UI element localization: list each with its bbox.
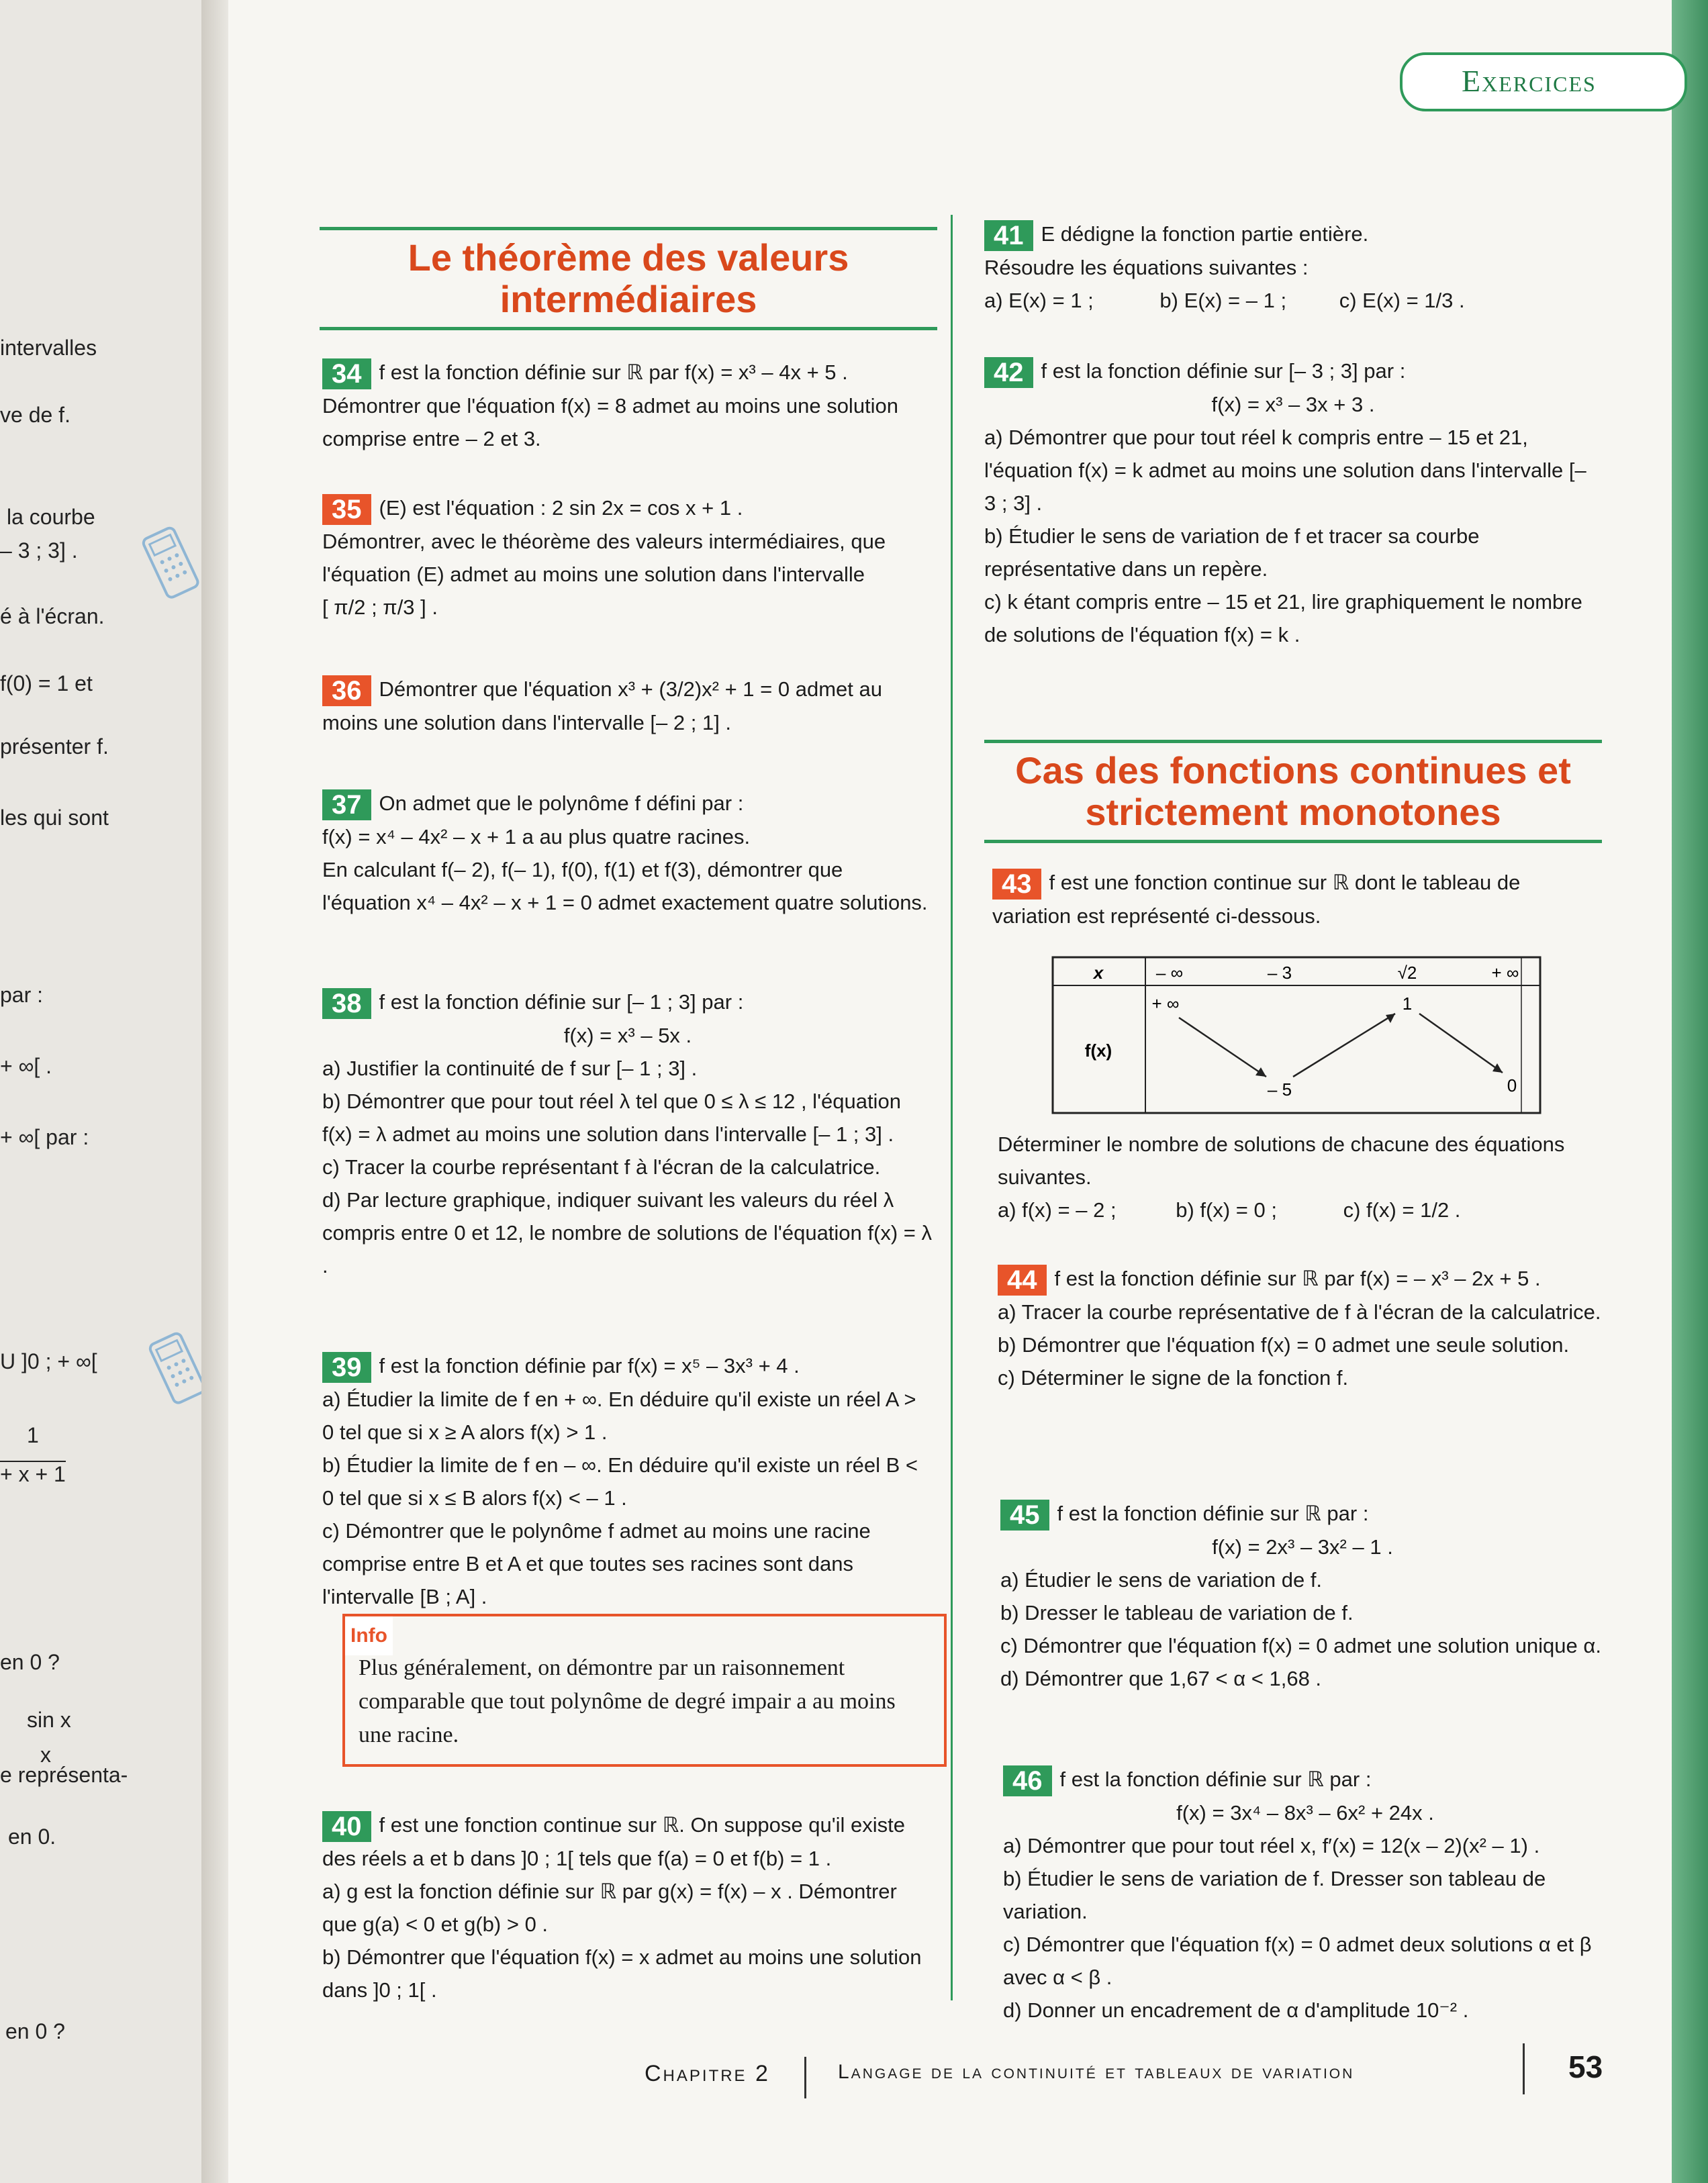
margin-fragment: é à l'écran.	[0, 604, 105, 628]
margin-fragment: en 0.	[8, 1825, 56, 1849]
exercise-text: Résoudre les équations suivantes :	[984, 255, 1309, 279]
exercise-part: c) Démontrer que le polynôme f admet au moins une racine comprise entre B et A et que toutes ses racines sont dans l'intervalle [B ; A] .	[322, 1518, 871, 1608]
section-heading: Le théorème des valeurs intermédiaires	[408, 236, 849, 320]
margin-fragment: – 3 ; 3] .	[0, 538, 78, 563]
margin-fragment: U ]0 ; + ∞[	[0, 1349, 97, 1373]
exercise-part: a) E(x) = 1 ;	[984, 288, 1094, 312]
exercise-text: Déterminer le nombre de solutions de chacune des équations suivantes.	[998, 1132, 1565, 1189]
margin-fragment: par :	[0, 983, 44, 1007]
exercise-36	[322, 673, 933, 739]
exercise-part: b) Étudier le sens de variation de f. Dresser son tableau de variation.	[1003, 1866, 1546, 1923]
calculator-icon	[148, 1329, 208, 1410]
exercise-43	[992, 866, 1603, 932]
exercise-41	[984, 217, 1602, 317]
exercise-part: d) Donner un encadrement de α d'amplitude 10⁻² .	[1003, 1998, 1469, 2022]
exercise-text: f est la fonction définie sur ℝ par f(x) = x³ – 4x + 5 .	[379, 360, 848, 384]
info-text: Plus généralement, on démontre par un raisonnement comparable que tout polynôme de degré impair a au moins une racine.	[359, 1655, 896, 1747]
exercise-45	[1000, 1497, 1605, 1695]
margin-fragment: sin x	[27, 1708, 71, 1732]
exercise-part: a) Démontrer que pour tout réel x, f′(x) = 12(x – 2)(x² – 1) .	[1003, 1833, 1540, 1857]
page-edge	[1672, 0, 1708, 2183]
table-x-label: x	[1093, 963, 1104, 983]
exercise-text: f est la fonction définie sur ℝ par :	[1057, 1502, 1369, 1525]
exercise-part: a) f(x) = – 2 ;	[998, 1198, 1117, 1222]
exercise-part: b) E(x) = – 1 ;	[1159, 288, 1287, 312]
margin-fragment: ve de f.	[0, 403, 70, 427]
calculator-icon	[141, 524, 201, 604]
exercise-text: Démontrer que l'équation f(x) = 8 admet au moins une solution comprise entre – 2 et 3.	[322, 393, 899, 450]
exercise-part: c) Déterminer le signe de la fonction f.	[998, 1365, 1349, 1390]
page-number: 53	[1568, 2049, 1603, 2084]
exercise-number: 38	[322, 988, 371, 1019]
exercise-text: f(x) = x⁴ – 4x² – x + 1 a au plus quatre racines.	[322, 824, 751, 848]
exercise-part: d) Par lecture graphique, indiquer suivant les valeurs du réel λ compris entre 0 et 12, le nombre de solutions de l'équation f(x) = λ .	[322, 1187, 932, 1277]
x-value: √2	[1397, 963, 1417, 983]
exercise-text: f est la fonction définie sur [– 3 ; 3] par :	[1041, 359, 1406, 383]
exercise-part: b) Démontrer que l'équation f(x) = 0 admet une seule solution.	[998, 1332, 1570, 1357]
variation-table-43	[1051, 956, 1541, 1114]
column-divider	[951, 215, 953, 2000]
exercise-part: c) Démontrer que l'équation f(x) = 0 admet deux solutions α et β avec α < β .	[1003, 1932, 1592, 1989]
exercise-part: b) Étudier la limite de f en – ∞. En déduire qu'il existe un réel B < 0 tel que si x ≤ B alors f(x) < – 1 .	[322, 1453, 918, 1510]
margin-fragment: la courbe	[7, 505, 95, 529]
exercise-44	[998, 1262, 1602, 1394]
exercise-part: a) Justifier la continuité de f sur [– 1 ; 3] .	[322, 1056, 698, 1080]
exercise-number: 39	[322, 1352, 371, 1383]
exercise-43-questions	[998, 1128, 1602, 1226]
exercices-tab	[1400, 52, 1687, 111]
f-value: – 5	[1267, 1079, 1292, 1100]
exercise-part: a) g est la fonction définie sur ℝ par g(x) = f(x) – x . Démontrer que g(a) < 0 et g(b) > 0 .	[322, 1879, 897, 1936]
exercise-number: 41	[984, 220, 1033, 251]
rule	[320, 327, 937, 330]
footer-divider	[1523, 2043, 1525, 2094]
exercise-equation: f(x) = 2x³ – 3x² – 1 .	[1212, 1535, 1393, 1559]
exercise-38	[322, 985, 933, 1282]
exercise-number: 35	[322, 494, 371, 525]
exercise-text: f est la fonction définie par f(x) = x⁵ – 3x³ + 4 .	[379, 1354, 800, 1377]
x-value: – ∞	[1155, 963, 1184, 983]
section-heading: Cas des fonctions continues et strictement monotones	[1015, 749, 1571, 833]
exercise-equation: f(x) = x³ – 5x .	[563, 1023, 692, 1047]
table-fx-label: f(x)	[1084, 1040, 1112, 1061]
section-title-2	[984, 740, 1602, 843]
info-box	[342, 1614, 947, 1767]
info-label: Info	[345, 1616, 393, 1655]
margin-fragment: les qui sont	[0, 806, 109, 830]
exercise-number: 46	[1003, 1765, 1052, 1796]
exercise-equation: f(x) = x³ – 3x + 3 .	[1211, 392, 1375, 416]
exercise-37	[322, 787, 933, 919]
exercise-part: a) Étudier le sens de variation de f.	[1000, 1567, 1323, 1592]
exercise-number: 40	[322, 1811, 371, 1842]
margin-fragment: en 0 ?	[0, 1650, 60, 1674]
exercise-number: 43	[992, 869, 1041, 900]
x-value: + ∞	[1491, 963, 1519, 983]
exercise-text: (E) est l'équation : 2 sin 2x = cos x + 1 .	[379, 496, 743, 520]
margin-fragment: + x + 1	[0, 1462, 66, 1486]
f-value: 0	[1507, 1075, 1517, 1096]
margin-fragment: x	[40, 1743, 51, 1767]
exercise-part: c) Tracer la courbe représentant f à l'écran de la calculatrice.	[322, 1155, 881, 1179]
exercise-46	[1003, 1763, 1607, 2027]
exercise-number: 44	[998, 1265, 1047, 1296]
exercise-number: 42	[984, 357, 1033, 388]
exercise-part: c) Démontrer que l'équation f(x) = 0 admet une solution unique α.	[1000, 1633, 1601, 1657]
exercise-part: c) k étant compris entre – 15 et 21, lire graphiquement le nombre de solutions de l'équation f(x) = k .	[984, 589, 1582, 646]
margin-fragment: e représenta-	[0, 1763, 128, 1787]
exercise-text: f est une fonction continue sur ℝ. On suppose qu'il existe des réels a et b dans ]0 ; 1[ tels que f(a) = 0 et f(b) = 1 .	[322, 1813, 906, 1870]
exercise-39	[322, 1349, 933, 1613]
margin-fragment: intervalles	[0, 336, 97, 360]
margin-fragment: f(0) = 1 et	[0, 671, 93, 695]
exercise-part: d) Démontrer que 1,67 < α < 1,68 .	[1000, 1666, 1322, 1690]
arrowhead	[1255, 1067, 1266, 1077]
arrow-up	[1293, 1014, 1395, 1077]
footer-divider	[804, 2057, 806, 2098]
margin-fragment: + ∞[ .	[0, 1054, 52, 1078]
footer-chapter: Chapitre 2	[645, 2061, 770, 2086]
exercise-part: b) Étudier le sens de variation de f et tracer sa courbe représentative dans un repère.	[984, 524, 1480, 581]
exercise-40	[322, 1808, 933, 2006]
exercise-text: Démontrer, avec le théorème des valeurs intermédiaires, que l'équation (E) admet au moins une solution dans l'intervalle	[322, 529, 886, 586]
exercise-part: b) f(x) = 0 ;	[1176, 1198, 1277, 1222]
exercise-text: Démontrer que l'équation x³ + (3/2)x² + 1 = 0 admet au moins une solution dans l'intervalle [– 2 ; 1] .	[322, 677, 882, 734]
exercise-text: [ π/2 ; π/3 ] .	[322, 595, 438, 619]
exercise-part: b) Démontrer que l'équation f(x) = x admet au moins une solution dans ]0 ; 1[ .	[322, 1945, 922, 2002]
exercise-part: c) E(x) = 1/3 .	[1339, 288, 1465, 312]
exercise-number: 36	[322, 675, 371, 706]
exercise-number: 45	[1000, 1500, 1049, 1531]
exercise-equation: f(x) = 3x⁴ – 8x³ – 6x² + 24x .	[1176, 1800, 1434, 1825]
exercise-text: On admet que le polynôme f défini par :	[379, 791, 744, 815]
exercise-42	[984, 354, 1602, 651]
exercise-text: En calculant f(– 2), f(– 1), f(0), f(1) et f(3), démontrer que l'équation x⁴ – 4x² – x + 1 = 0 admet exactement quatre solutions.	[322, 857, 928, 914]
exercise-part: c) f(x) = 1/2 .	[1343, 1198, 1461, 1222]
rule	[984, 840, 1602, 843]
exercise-text: f est la fonction définie sur [– 1 ; 3] par :	[379, 990, 744, 1014]
margin-fragment: présenter f.	[0, 734, 109, 759]
exercise-number: 37	[322, 789, 371, 820]
section-title-1	[320, 227, 937, 330]
arrow-down	[1179, 1018, 1266, 1077]
exercise-35	[322, 491, 933, 624]
exercise-part: a) Démontrer que pour tout réel k compris entre – 15 et 21, l'équation f(x) = k admet au moins une solution dans l'intervalle [– 3 ; 3] .	[984, 425, 1586, 515]
exercise-text: f est la fonction définie sur ℝ par f(x) = – x³ – 2x + 5 .	[1054, 1267, 1541, 1290]
footer-title: Langage de la continuité et tableaux de variation	[838, 2061, 1355, 2083]
exercise-part: b) Dresser le tableau de variation de f.	[1000, 1600, 1354, 1624]
exercise-34	[322, 356, 933, 455]
margin-fragment: + ∞[ par :	[0, 1125, 89, 1149]
x-value: – 3	[1267, 963, 1292, 983]
f-value: 1	[1402, 993, 1413, 1014]
f-value: + ∞	[1151, 993, 1180, 1014]
arrowhead	[1492, 1063, 1503, 1073]
exercise-number: 34	[322, 358, 371, 389]
exercise-part: a) Tracer la courbe représentative de f à l'écran de la calculatrice.	[998, 1300, 1601, 1324]
table-border	[1053, 957, 1540, 1113]
exercise-text: f est une fonction continue sur ℝ dont le tableau de variation est représenté ci-dessous.	[992, 871, 1521, 928]
exercise-part: a) Étudier la limite de f en + ∞. En déduire qu'il existe un réel A > 0 tel que si x ≥ A alors f(x) > 1 .	[322, 1387, 916, 1444]
arrow-down	[1419, 1014, 1503, 1073]
exercise-part: b) Démontrer que pour tout réel λ tel que 0 ≤ λ ≤ 12 , l'équation f(x) = λ admet au moins une solution dans l'intervalle [– 1 ; 3] .	[322, 1089, 901, 1146]
left-page	[0, 0, 222, 2183]
margin-fragment: en 0 ?	[5, 2019, 65, 2043]
exercise-text: E dédigne la fonction partie entière.	[1041, 222, 1369, 246]
exercices-label: Exercices	[1462, 64, 1597, 98]
exercise-text: f est la fonction définie sur ℝ par :	[1059, 1767, 1372, 1791]
margin-fragment: 1	[27, 1423, 39, 1447]
